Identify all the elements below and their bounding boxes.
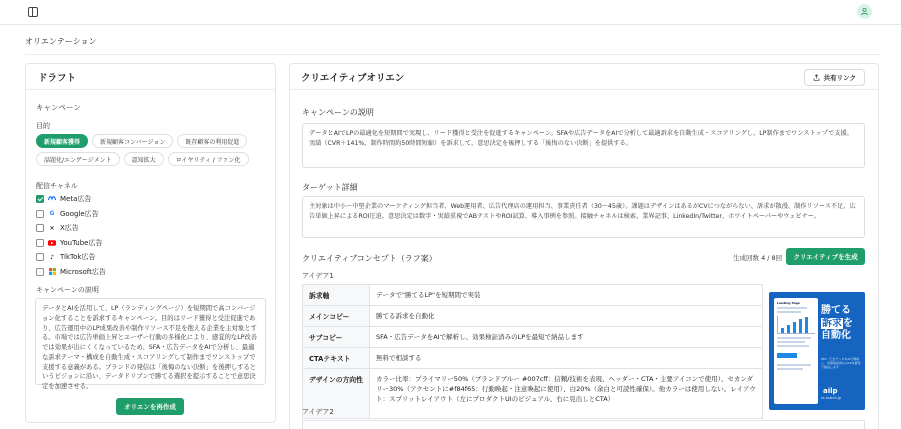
thumbnail-chart — [777, 316, 815, 334]
objective-pill[interactable]: 認知拡大 — [124, 152, 164, 166]
top-bar — [0, 0, 901, 25]
thumb-bar — [805, 317, 808, 333]
objective-label: 目的 — [36, 122, 50, 130]
channel-tiktok[interactable] — [36, 250, 106, 265]
channel-label-text: YouTube広告 — [60, 238, 103, 247]
sidebar-toggle-icon[interactable] — [28, 7, 38, 17]
description-label: キャンペーンの説明 — [36, 286, 99, 294]
thumb-line-rest: を — [843, 317, 853, 329]
row-value: カラー比率：プライマリー50%（ブランドブルー #007cff：信頼/技術を表現、ヘッダー・CTA・主要アイコンで使用）、セカンダリー30%（アクセントに#f84f65：行動喚起・注意喚起に使用）、白20%（余白と可読性確保）。他カラーは使用しない。レイアウト：スプリットレイアウト（左にプロダクトUIのビジュアル、右に見出しとCTA） — [370, 369, 763, 419]
target-desc-box[interactable]: 主対象は中小〜中堅企業のマーケティング担当者、Web運用者、広告代理店の運用担当、事業責任者（30〜45歳）。課題はデザインはあるがCVにつながらない、訴求が散漫、制作リソース不足、広告単価上昇によるROI圧迫。意思決定は数字・実績重視でABテストやROI試算、導入事例を参照。接触チャネルは検索、業界記事、LinkedIn/Twitter、ホワイトペーパーやウェビナー。 — [302, 196, 865, 238]
thumb-bar — [781, 328, 784, 333]
row-value: 無料で相談する — [370, 348, 763, 369]
share-icon — [813, 74, 820, 81]
placeholder-line — [777, 337, 811, 339]
channel-label-text: TikTok広告 — [60, 253, 96, 262]
creative-thumbnail[interactable] — [769, 292, 865, 410]
thumbnail-subcopy: SFA・広告データをAIで解析し、効果検証済みのLPを最短で納品します — [821, 357, 861, 370]
checkbox[interactable] — [36, 253, 44, 261]
channel-youtube[interactable] — [36, 236, 106, 251]
creative-heading — [290, 64, 878, 90]
checkbox-checked[interactable] — [36, 195, 44, 203]
channel-label-text: Meta広告 — [60, 195, 92, 204]
generate-creative-button[interactable]: クリエイティブを生成 — [786, 248, 865, 265]
google-icon: G — [49, 210, 55, 218]
page-title: オリエンテーション — [25, 37, 97, 46]
objective-pill[interactable]: 既存顧客の利用促進 — [177, 134, 247, 148]
objective-pill[interactable]: 話題化/エンゲージメント — [36, 152, 120, 166]
placeholder-line — [777, 345, 809, 347]
generation-count: 生成回数 4 / 8回 — [733, 254, 783, 262]
table-row — [303, 348, 763, 369]
thumb-bar — [787, 325, 790, 333]
placeholder-line — [777, 307, 807, 309]
objective-pills — [36, 134, 274, 166]
regenerate-orien-button[interactable]: オリエンを再作成 — [116, 398, 184, 415]
checkbox[interactable] — [36, 239, 44, 247]
channel-google[interactable] — [36, 207, 106, 222]
channel-label-text: X広告 — [60, 224, 79, 233]
campaign-section-label: キャンペーン — [36, 103, 81, 112]
channel-x[interactable] — [36, 221, 106, 236]
channel-meta[interactable] — [36, 192, 106, 207]
table-row — [303, 369, 763, 419]
channel-label: 配信チャネル — [36, 182, 78, 190]
row-key: メインコピー — [303, 306, 370, 327]
idea2-table — [302, 420, 865, 429]
channel-label-text: Google広告 — [60, 209, 99, 218]
thumbnail-logo-sub: re-match.jp — [821, 396, 842, 400]
avatar[interactable] — [857, 4, 872, 19]
channel-label-text: Microsoft広告 — [60, 267, 106, 276]
user-icon — [860, 7, 869, 16]
row-key: サブコピー — [303, 327, 370, 348]
table-row — [303, 285, 763, 306]
checkbox[interactable] — [36, 210, 44, 218]
table-row — [303, 327, 763, 348]
placeholder-cta — [777, 353, 797, 358]
idea1-label: アイデア1 — [302, 272, 334, 280]
placeholder-line — [777, 341, 805, 343]
thumb-bar — [793, 322, 796, 333]
table-row — [303, 306, 763, 327]
youtube-icon — [48, 239, 56, 247]
target-heading: ターゲット詳細 — [302, 183, 358, 192]
row-key: 訴求軸 — [303, 285, 370, 306]
campaign-desc-box[interactable]: データとAIでLPの最適化を短期間で実現し、リード獲得と受注を促進するキャンペーン。SFAや広告データをAIで分析して最適訴求を自動生成・スコアリングし、LP制作までワンストップで支援。実績（CVR＋141%、制作時間約50時間短縮）を訴求して、意思決定を後押しする「後悔のない決断」を提供する。 — [302, 123, 865, 168]
placeholder-line — [777, 368, 803, 370]
x-icon: ✕ — [49, 224, 55, 232]
thumbnail-lp-card — [774, 298, 818, 404]
thumb-highlight: 訴求 — [822, 317, 842, 329]
creative-heading-text: クリエイティブオリエン — [301, 72, 405, 84]
draft-heading: ドラフト — [26, 64, 275, 90]
idea1-table — [302, 284, 763, 419]
checkbox[interactable] — [36, 268, 44, 276]
row-value: SFA・広告データをAIで解析し、効果検証済みのLPを最短で納品します — [370, 327, 763, 348]
objective-pill[interactable]: 新規顧客獲得 — [36, 134, 88, 148]
tiktok-icon: ♪ — [50, 253, 54, 261]
thumb-bar — [799, 319, 802, 333]
divider — [25, 54, 881, 55]
concept-heading: クリエイティブコンセプト（ラフ案） — [302, 254, 437, 263]
campaign-desc-heading: キャンペーンの説明 — [302, 108, 374, 117]
thumbnail-logo: ailp — [823, 387, 838, 395]
share-link-button[interactable] — [804, 69, 865, 86]
channel-list — [36, 192, 106, 279]
objective-pill[interactable]: ロイヤリティ / ファン化 — [168, 152, 249, 166]
microsoft-icon — [48, 268, 56, 276]
objective-pill[interactable]: 新規顧客コンバージョン — [92, 134, 173, 148]
row-key: CTAテキスト — [303, 348, 370, 369]
thumb-line: 自動化 — [821, 330, 851, 341]
share-label: 共有リンク — [823, 74, 856, 82]
thumb-line — [821, 318, 865, 331]
placeholder-line — [777, 364, 811, 366]
row-value: データで"勝てるLP"を短期間で実装 — [370, 285, 763, 306]
idea2-label: アイデア2 — [302, 408, 334, 416]
campaign-description-input[interactable]: データとAIを活用して、LP（ランディングページ）を短期間で高コンバージョン化することを訴求するキャンペーン。目的はリード獲得と受注促進であり、広告運用中のLP成果改善や制作リソース不足を抱える企業を主対象とする。市場では広告単価上昇とユーザー行動の多様化により、感覚的なLP改善では効果が出にくくなっているため、SFA・広告データをAIで分析し、最適な訴求テーマ・構成を自動生成・スコアリングして制作までワンストップで支援する意義がある。ブランドの発信は「後悔のない決断」を後押しするというビジョンに沿い、データドリブンで勝てる選択を提示することで意思決定を加速させる。 — [35, 298, 266, 385]
thumb-line: 勝てる — [821, 305, 851, 316]
placeholder-line — [777, 311, 801, 313]
row-key: デザインの方向性 — [303, 369, 370, 419]
channel-microsoft[interactable] — [36, 265, 106, 280]
meta-icon — [48, 195, 56, 203]
row-value: 勝てる訴求を自動化 — [370, 306, 763, 327]
checkbox[interactable] — [36, 224, 44, 232]
thumbnail-card-title: Landing Page — [777, 301, 800, 305]
thumbnail-headline — [821, 305, 865, 343]
